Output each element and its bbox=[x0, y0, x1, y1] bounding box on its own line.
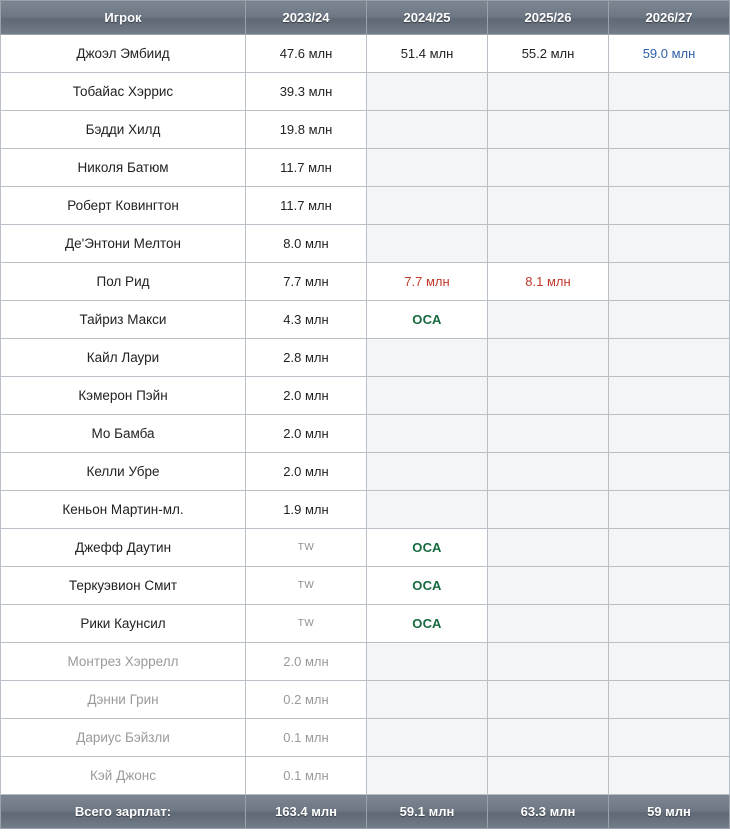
salary-cell: 19.8 млн bbox=[246, 111, 367, 149]
salary-cell: 11.7 млн bbox=[246, 187, 367, 225]
player-name: Мо Бамба bbox=[1, 415, 246, 453]
salary-cell: 2.0 млн bbox=[246, 415, 367, 453]
player-name: Роберт Ковингтон bbox=[1, 187, 246, 225]
salary-cell-empty bbox=[609, 111, 730, 149]
salary-cell-empty bbox=[488, 757, 609, 795]
salary-cell-empty bbox=[609, 567, 730, 605]
salary-cell-empty bbox=[367, 415, 488, 453]
header-row bbox=[1, 1, 730, 35]
totals-label: Всего зарплат: bbox=[1, 795, 246, 829]
salary-cell-empty bbox=[367, 453, 488, 491]
salary-cell: 47.6 млн bbox=[246, 35, 367, 73]
salary-cell: ОСА bbox=[367, 529, 488, 567]
salary-cell-empty bbox=[488, 187, 609, 225]
salary-cell: 0.1 млн bbox=[246, 719, 367, 757]
salary-cell-empty bbox=[609, 263, 730, 301]
salary-cell: 55.2 млн bbox=[488, 35, 609, 73]
table-row bbox=[1, 719, 730, 757]
salary-cell-empty bbox=[488, 377, 609, 415]
table-row bbox=[1, 681, 730, 719]
salary-cell-empty bbox=[609, 681, 730, 719]
salary-cell-empty bbox=[367, 719, 488, 757]
salary-cell-empty bbox=[609, 187, 730, 225]
table-row bbox=[1, 491, 730, 529]
table-row bbox=[1, 453, 730, 491]
salary-cell-empty bbox=[609, 719, 730, 757]
salary-cell: ОСА bbox=[367, 567, 488, 605]
table-row bbox=[1, 415, 730, 453]
salary-cell-empty bbox=[367, 377, 488, 415]
salary-cell-empty bbox=[609, 415, 730, 453]
column-header-season-4: 2026/27 bbox=[609, 1, 730, 35]
salary-cell-empty bbox=[367, 149, 488, 187]
salary-cell: 2.8 млн bbox=[246, 339, 367, 377]
salary-cell-empty bbox=[609, 73, 730, 111]
player-name: Дэнни Грин bbox=[1, 681, 246, 719]
salary-cell-empty bbox=[367, 73, 488, 111]
player-name: Пол Рид bbox=[1, 263, 246, 301]
table-row bbox=[1, 35, 730, 73]
table-row bbox=[1, 377, 730, 415]
table-row bbox=[1, 149, 730, 187]
player-name: Кэмерон Пэйн bbox=[1, 377, 246, 415]
table-header bbox=[1, 1, 730, 35]
salary-cell: 8.0 млн bbox=[246, 225, 367, 263]
salary-cell-empty bbox=[488, 567, 609, 605]
table-footer bbox=[1, 795, 730, 829]
column-header-season-3: 2025/26 bbox=[488, 1, 609, 35]
salary-cell-empty bbox=[609, 529, 730, 567]
column-header-season-2: 2024/25 bbox=[367, 1, 488, 35]
table-row bbox=[1, 301, 730, 339]
player-name: Джефф Даутин bbox=[1, 529, 246, 567]
salary-cell-empty bbox=[488, 453, 609, 491]
salary-cell-empty bbox=[609, 757, 730, 795]
player-name: Тобайас Хэррис bbox=[1, 73, 246, 111]
totals-row bbox=[1, 795, 730, 829]
salary-cell-empty bbox=[609, 339, 730, 377]
player-name: Дариус Бэйзли bbox=[1, 719, 246, 757]
salary-cell-empty bbox=[488, 719, 609, 757]
salary-cell-empty bbox=[367, 757, 488, 795]
salary-cell-empty bbox=[609, 149, 730, 187]
totals-season-1: 163.4 млн bbox=[246, 795, 367, 829]
totals-season-4: 59 млн bbox=[609, 795, 730, 829]
player-name: Рики Каунсил bbox=[1, 605, 246, 643]
salary-cell-empty bbox=[488, 149, 609, 187]
salary-cell-empty bbox=[609, 453, 730, 491]
salary-cell: 2.0 млн bbox=[246, 377, 367, 415]
player-name: Де'Энтони Мелтон bbox=[1, 225, 246, 263]
table-row bbox=[1, 263, 730, 301]
player-name: Кэй Джонс bbox=[1, 757, 246, 795]
totals-season-2: 59.1 млн bbox=[367, 795, 488, 829]
player-name: Джоэл Эмбиид bbox=[1, 35, 246, 73]
salary-cell-empty bbox=[488, 643, 609, 681]
table-row bbox=[1, 529, 730, 567]
salary-cell: TW bbox=[246, 567, 367, 605]
salary-cell: 8.1 млн bbox=[488, 263, 609, 301]
table-row bbox=[1, 757, 730, 795]
player-name: Теркуэвион Смит bbox=[1, 567, 246, 605]
salary-cell-empty bbox=[609, 377, 730, 415]
salary-cell: ОСА bbox=[367, 605, 488, 643]
salary-cell: 4.3 млн bbox=[246, 301, 367, 339]
table-row bbox=[1, 225, 730, 263]
table-row bbox=[1, 339, 730, 377]
salary-cell: 59.0 млн bbox=[609, 35, 730, 73]
salary-cell-empty bbox=[488, 529, 609, 567]
salary-cell: TW bbox=[246, 605, 367, 643]
player-name: Келли Убре bbox=[1, 453, 246, 491]
salary-cell: ОСА bbox=[367, 301, 488, 339]
salary-cell-empty bbox=[367, 339, 488, 377]
salary-cell-empty bbox=[488, 225, 609, 263]
player-name: Николя Батюм bbox=[1, 149, 246, 187]
table-row bbox=[1, 187, 730, 225]
table-row bbox=[1, 643, 730, 681]
salary-cell-empty bbox=[367, 111, 488, 149]
salary-cell-empty bbox=[488, 301, 609, 339]
salary-cell-empty bbox=[367, 681, 488, 719]
table-body bbox=[1, 35, 730, 795]
salary-cell-empty bbox=[609, 605, 730, 643]
salary-cell: TW bbox=[246, 529, 367, 567]
player-name: Монтрез Хэррелл bbox=[1, 643, 246, 681]
salary-cell-empty bbox=[609, 491, 730, 529]
table-row bbox=[1, 567, 730, 605]
salary-cell-empty bbox=[367, 225, 488, 263]
player-name: Бэдди Хилд bbox=[1, 111, 246, 149]
salary-cell-empty bbox=[609, 643, 730, 681]
salary-cell-empty bbox=[609, 301, 730, 339]
salary-cell-empty bbox=[488, 491, 609, 529]
column-header-player: Игрок bbox=[1, 1, 246, 35]
player-name: Тайриз Макси bbox=[1, 301, 246, 339]
salary-cell-empty bbox=[488, 111, 609, 149]
salary-cell: 0.2 млн bbox=[246, 681, 367, 719]
salary-cell: 51.4 млн bbox=[367, 35, 488, 73]
salary-cell: 2.0 млн bbox=[246, 643, 367, 681]
salary-cell: 11.7 млн bbox=[246, 149, 367, 187]
salary-cell-empty bbox=[488, 339, 609, 377]
totals-season-3: 63.3 млн bbox=[488, 795, 609, 829]
salary-cell: 1.9 млн bbox=[246, 491, 367, 529]
salary-cell-empty bbox=[488, 73, 609, 111]
column-header-season-1: 2023/24 bbox=[246, 1, 367, 35]
salary-cell-empty bbox=[488, 681, 609, 719]
salary-cell: 7.7 млн bbox=[367, 263, 488, 301]
salary-cell: 39.3 млн bbox=[246, 73, 367, 111]
player-name: Кайл Лаури bbox=[1, 339, 246, 377]
player-name: Кеньон Мартин-мл. bbox=[1, 491, 246, 529]
salary-cell-empty bbox=[488, 415, 609, 453]
table-row bbox=[1, 111, 730, 149]
salary-cell: 7.7 млн bbox=[246, 263, 367, 301]
salary-cell-empty bbox=[609, 225, 730, 263]
salary-cell-empty bbox=[488, 605, 609, 643]
table-row bbox=[1, 73, 730, 111]
table-row bbox=[1, 605, 730, 643]
salary-cell: 2.0 млн bbox=[246, 453, 367, 491]
salary-cell-empty bbox=[367, 187, 488, 225]
salary-cell-empty bbox=[367, 491, 488, 529]
salary-cell-empty bbox=[367, 643, 488, 681]
salary-cell: 0.1 млн bbox=[246, 757, 367, 795]
